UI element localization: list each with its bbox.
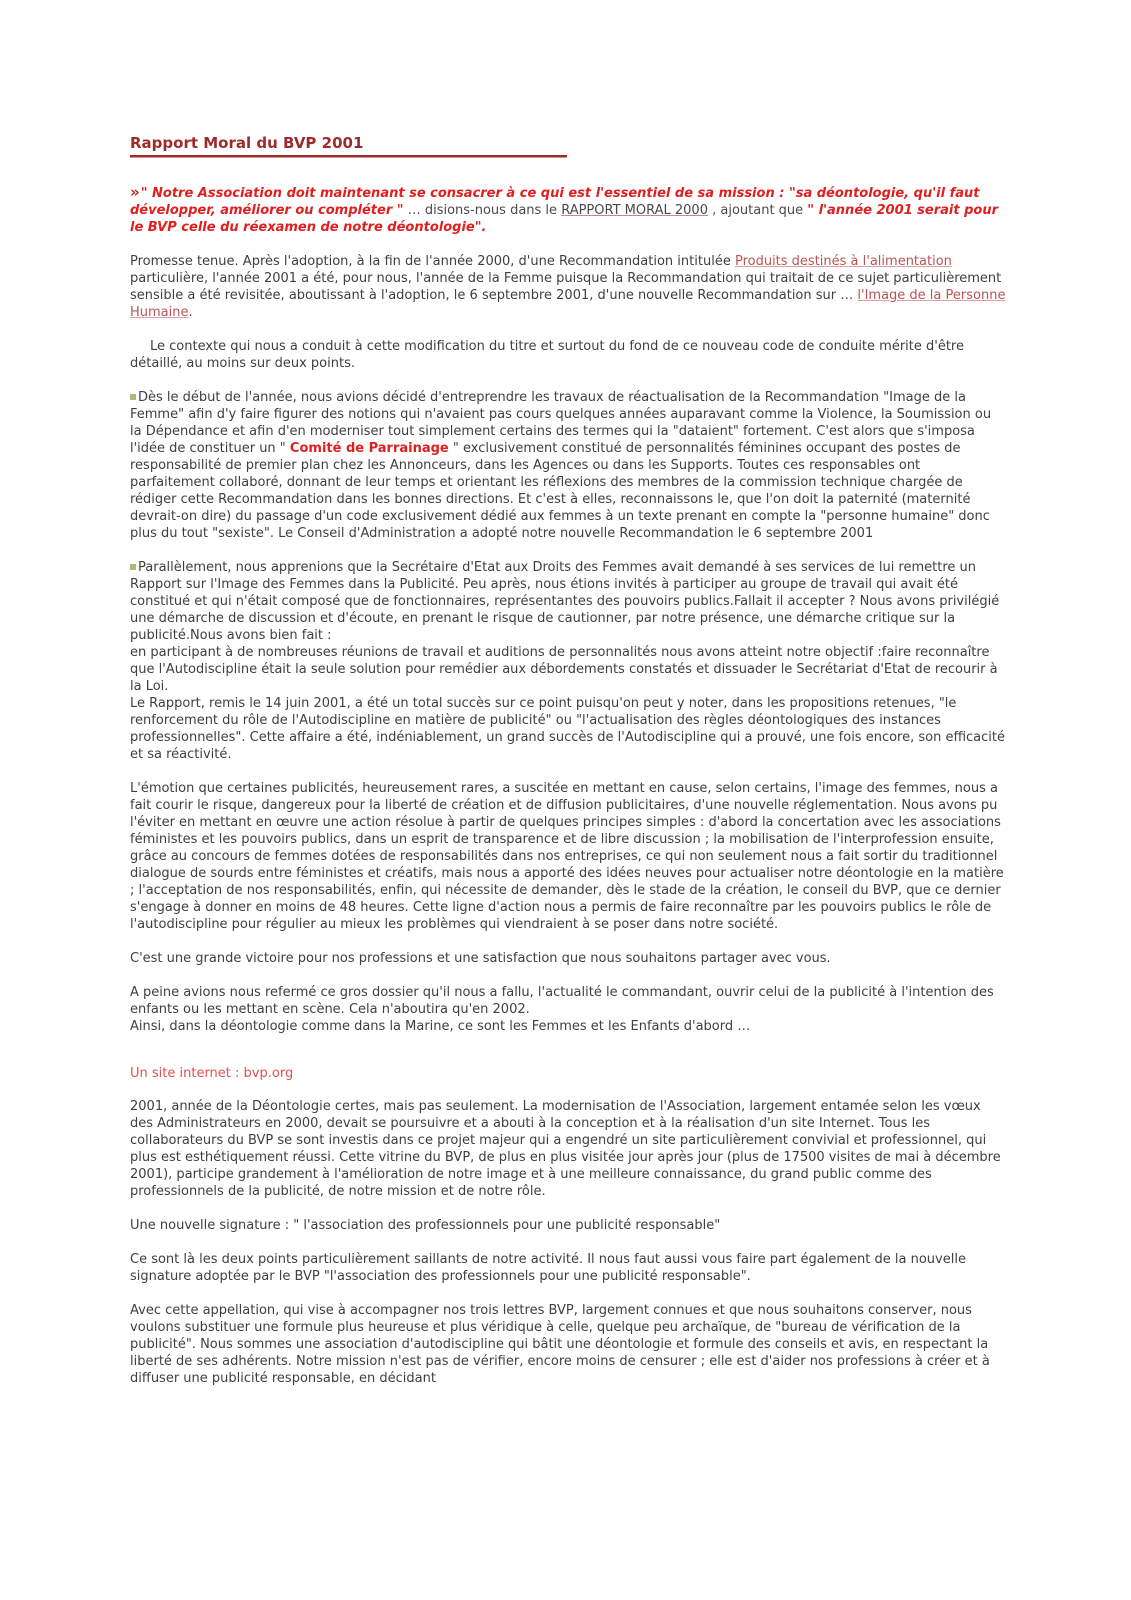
square-bullet-icon — [130, 394, 136, 400]
section-heading-site-internet: Un site internet : bvp.org — [130, 1066, 294, 1081]
paragraph-nouvelle-signature: Une nouvelle signature : " l'association des professionnels pour une publicité responsable" — [130, 1218, 721, 1233]
paragraph-deux-points: Ce sont là les deux points particulièrement saillants de notre activité. Il nous faut aussi vous faire part également de la nouvelle signature adoptée par le BVP "l'association des professionnels pour une publicité responsable". — [130, 1252, 966, 1284]
parallelement-part-2: en participant à de nombreuses réunions de travail et auditions de personnalités nous avons atteint notre objectif :faire reconnaître que l'Autodiscipline était la seule solution pour remédier aux débordements constatés et dissuader le Secrétariat d'Etat de recourir à la Loi. — [130, 645, 998, 694]
paragraph-appellation: Avec cette appellation, qui vise à accompagner nos trois lettres BVP, largement connues et que nous souhaitons conserver, nous voulons substituer une formule plus heureuse et plus véridique à celle, quelque peu archaïque, de "bureau de vérification de la publicité". Nous sommes une association d'autodiscipline qui bâtit une déontologie et formule des conseils et avis, en respectant la liberté de ses adhérents. Notre mission n'est pas de vérifier, encore moins de censurer ; elle est d'aider nos professions à créer et à diffuser une publicité responsable, en décidant — [130, 1303, 990, 1386]
paragraph-promesse — [130, 253, 1006, 321]
paragraph-parallelement — [130, 559, 1006, 763]
page-title: Rapport Moral du BVP 2001 — [130, 134, 364, 152]
quote-red-text-1: " Notre Association doit maintenant se consacrer à ce qui est l'essentiel de sa mission : "sa déontologie, qu'il faut développer, améliorer ou compléter " — [130, 186, 980, 218]
promesse-text-2: particulière, l'année 2001 a été, pour nous, l'année de la Femme puisque la Recommandation qui traitait de ce sujet particulièrement sensible a été revisitée, aboutissant à l'adoption, le 6 septembre 2001, d'une nouvelle Recommandation sur … — [130, 271, 1002, 303]
quote-red-text-2: " l'année 2001 serait pour le BVP celle du réexamen de notre déontologie". — [130, 203, 999, 235]
paragraph-contexte: Le contexte qui nous a conduit à cette modification du titre et surtout du fond de ce nouveau code de conduite mérite d'être détaillé, au moins sur deux points. — [130, 339, 964, 371]
debut-text-2: " exclusivement constitué de personnalités féminines occupant des postes de responsabilité de premier plan chez les Annonceurs, dans les Agences ou dans les Supports. Toutes ces responsables ont parfaitement collaboré, donnant de leur temps et orientant les réflexions des membres de la commission technique chargée de rédiger cette Recommandation dans les bonnes directions. Et c'est à elles, reconnaissons le, que l'on doit la paternité (maternité devrait-on dire) du passage d'un code exclusivement dédié aux femmes à un texte prenant en compte la "personne humaine" donc plus du tout "sexiste". Le Conseil d'Administration a adopté notre nouvelle Recommandation le 6 septembre 2001 — [130, 441, 990, 541]
promesse-text-3: . — [188, 305, 193, 320]
paragraph-site-internet: 2001, année de la Déontologie certes, mais pas seulement. La modernisation de l'Association, largement entamée selon les vœux des Administrateurs en 2000, devait se poursuivre et a abouti à la conception et à la réalisation d'un site Internet. Tous les collaborateurs du BVP se sont investis dans ce projet majeur qui a engendré un site particulièrement convivial et professionnel, qui plus est esthétiquement réussi. Cette vitrine du BVP, de plus en plus visitée jour après jour (plus de 17500 visites de mai à décembre 2001), participe grandement à l'amélioration de notre image et à une meilleure connaissance, du grand public comme des professionnels de la publicité, de notre mission et de notre rôle. — [130, 1099, 1001, 1199]
intro-quote-paragraph — [130, 184, 1006, 236]
parallelement-part-3: Le Rapport, remis le 14 juin 2001, a été un total succès sur ce point puisqu'on peut y noter, dans les propositions retenues, "le renforcement du rôle de l'Autodiscipline en matière de publicité" ou "l'actualisation des règles déontologiques des instances professionnelles". Cette affaire a été, indéniablement, un grand succès de l'Autodiscipline qui a prouvé, une fois encore, son efficacité et sa réactivité. — [130, 696, 1005, 762]
dossier-part-1: A peine avions nous refermé ce gros dossier qu'il nous a fallu, l'actualité le commandant, ouvrir celui de la publicité à l'intention des enfants ou les mettant en scène. Cela n'aboutira qu'en 2002. — [130, 985, 994, 1017]
paragraph-victoire: C'est une grande victoire pour nos professions et une satisfaction que nous souhaitons partager avec vous. — [130, 951, 831, 966]
title-underline-rule — [130, 155, 567, 158]
comite-de-parrainage-highlight: Comité de Parrainage — [289, 441, 449, 456]
square-bullet-icon — [130, 564, 136, 570]
double-chevron-icon: » — [130, 183, 139, 201]
promesse-text-1: Promesse tenue. Après l'adoption, à la fin de l'année 2000, d'une Recommandation intitulée — [130, 254, 735, 269]
document-body — [130, 134, 1006, 1404]
paragraph-debut-annee — [130, 389, 1006, 542]
quote-gray-text-1: … disions-nous dans le — [403, 203, 562, 218]
parallelement-part-1: Parallèlement, nous apprenions que la Secrétaire d'Etat aux Droits des Femmes avait demandé à ses services de lui remettre un Rapport sur l'Image des Femmes dans la Publicité. Peu après, nous étions invités à participer au groupe de travail qui avait été constitué et qui n'était composé que de fonctionnaires, représentantes des pouvoirs publics.Fallait il accepter ? Nous avons privilégié une démarche de discussion et d'écoute, en prenant le risque de cautionner, par notre présence, une démarche critique sur la publicité.Nous avons bien fait : — [130, 560, 1000, 643]
link-rapport-moral-2000[interactable]: RAPPORT MORAL 2000 — [561, 203, 708, 218]
dossier-part-2: Ainsi, dans la déontologie comme dans la Marine, ce sont les Femmes et les Enfants d'abord … — [130, 1019, 751, 1034]
quote-gray-text-2: , ajoutant que — [707, 203, 808, 218]
paragraph-emotion: L'émotion que certaines publicités, heureusement rares, a suscitée en mettant en cause, selon certains, l'image des femmes, nous a fait courir le risque, dangereux pour la liberté de création et de diffusion publicitaires, d'une nouvelle réglementation. Nous avons pu l'éviter en mettant en œuvre une action résolue à partir de quelques principes simples : d'abord la concertation avec les associations féministes et les pouvoirs publics, dans un esprit de transparence et de libre discussion ; la mobilisation de l'interprofession ensuite, grâce au concours de femmes dotées de responsabilités dans nos entreprises, ce qui non seulement nous a fait sortir du traditionnel dialogue de sourds entre féministes et créatifs, mais nous a apporté des idées neuves pour actualiser notre déontologie en la matière ; l'acceptation de nos responsabilités, enfin, qui nécessite de demander, dès le stade de la création, le conseil du BVP, que ce dernier s'engage à donner en moins de 48 heures. Cette ligne d'action nous a permis de faire reconnaître par les pouvoirs publics le rôle de l'autodiscipline pour régulier au mieux les problèmes qui viendraient à se poser dans notre société. — [130, 781, 1004, 932]
debut-text-1: Dès le début de l'année, nous avions décidé d'entreprendre les travaux de réactualisation de la Recommandation "Image de la Femme" afin d'y faire figurer des notions qui n'avaient pas cours quelques années auparavant comme la Violence, la Soumission ou la Dépendance et afin d'en moderniser tout simplement certains des termes qui la "dataient" fortement. C'est alors que s'imposa l'idée de constituer un " — [130, 390, 992, 456]
paragraph-dossier — [130, 984, 1006, 1035]
link-produits-alimentation[interactable]: Produits destinés à l'alimentation — [734, 254, 952, 269]
link-image-personne-humaine[interactable]: l'Image de la Personne Humaine — [130, 288, 1006, 320]
